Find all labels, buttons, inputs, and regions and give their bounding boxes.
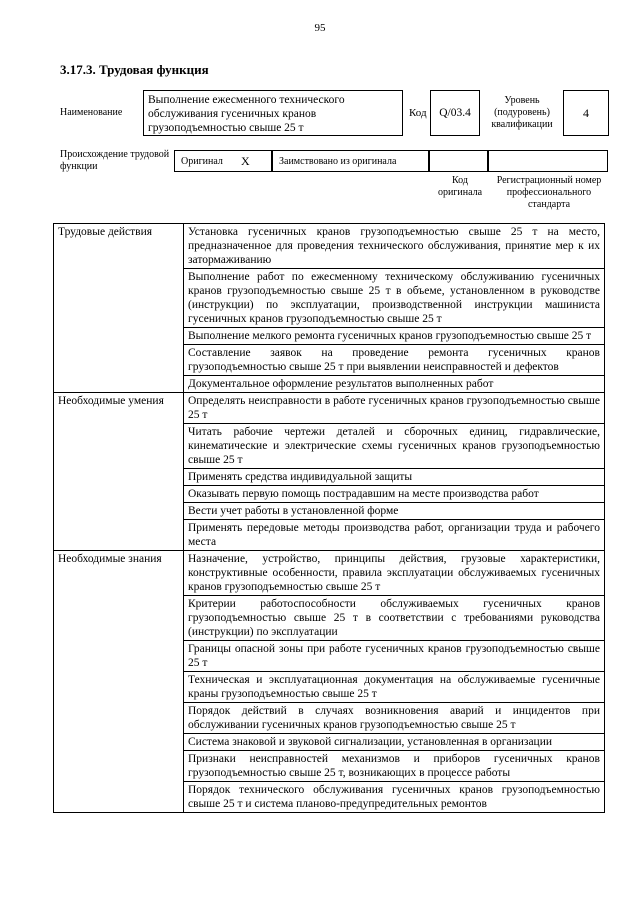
item-cell: Система знаковой и звуковой сигнализации, установленная в организации <box>184 734 605 751</box>
borrowed-cell <box>272 150 429 172</box>
original-label: Оригинал <box>181 155 223 167</box>
table-row <box>54 551 605 596</box>
original-cell <box>174 150 272 172</box>
section-title: 3.17.3. Трудовая функция <box>60 62 209 77</box>
origin-label: Происхождение трудовой функции <box>60 149 170 172</box>
item-cell: Читать рабочие чертежи деталей и сборочных единиц, гидравлические, кинематические и электрические схемы гусеничных кранов грузоподъемностью свыше 25 т <box>184 424 605 469</box>
item-cell: Документальное оформление результатов выполненных работ <box>184 376 605 393</box>
borrowed-label: Заимствовано из оригинала <box>279 155 397 167</box>
item-cell: Выполнение мелкого ремонта гусеничных кранов грузоподъемностью свыше 25 т <box>184 328 605 345</box>
name-label: Наименование <box>60 107 123 118</box>
registration-number-cell <box>488 150 608 172</box>
item-cell: Техническая и эксплуатационная документация на обслуживаемые гусеничные краны грузоподъемностью свыше 25 т <box>184 672 605 703</box>
registration-number-caption: Регистрационный номер профессионального стандарта <box>496 175 602 210</box>
item-cell: Выполнение работ по ежесменному техническому обслуживанию гусеничных кранов грузоподъемностью свыше 25 т в объеме, установленном в руководстве (инструкции) по эксплуатации, производственной инструкции машиниста гусеничных кранов грузоподъемностью свыше 25 т <box>184 269 605 328</box>
item-cell: Порядок технического обслуживания гусеничных кранов грузоподъемностью свыше 25 т и система планово-предупредительных ремонтов <box>184 782 605 813</box>
item-cell: Порядок действий в случаях возникновения аварий и инцидентов при обслуживании гусеничных кранов грузоподъемностью свыше 25 т <box>184 703 605 734</box>
item-cell: Оказывать первую помощь пострадавшим на месте производства работ <box>184 486 605 503</box>
item-cell: Применять средства индивидуальной защиты <box>184 469 605 486</box>
table-row <box>54 393 605 424</box>
item-cell: Границы опасной зоны при работе гусеничных кранов грузоподъемностью свыше 25 т <box>184 641 605 672</box>
item-cell: Критерии работоспособности обслуживаемых гусеничных кранов грузоподъемностью свыше 25 т в соответствии с требованиями руководства (инструкции) по эксплуатации <box>184 596 605 641</box>
category-cell: Необходимые знания <box>54 551 184 813</box>
function-name-value: Выполнение ежесменного технического обслуживания гусеничных кранов грузоподъемностью свыше 25 т <box>143 90 403 136</box>
code-value: Q/03.4 <box>430 90 480 136</box>
category-cell: Необходимые умения <box>54 393 184 551</box>
item-cell: Вести учет работы в установленной форме <box>184 503 605 520</box>
item-cell: Определять неисправности в работе гусеничных кранов грузоподъемностью свыше 25 т <box>184 393 605 424</box>
item-cell: Признаки неисправностей механизмов и приборов гусеничных кранов грузоподъемностью свыше 25 т, возникающих в процессе работы <box>184 751 605 782</box>
category-cell: Трудовые действия <box>54 224 184 393</box>
qualification-level-label: Уровень (подуровень) квалификации <box>491 95 553 130</box>
item-cell: Применять передовые методы производства работ, организации труда и рабочего места <box>184 520 605 551</box>
item-cell: Назначение, устройство, принципы действия, грузовые характеристики, конструктивные особенности, правила эксплуатации обслуживаемых гусеничных кранов грузоподъемностью свыше 25 т <box>184 551 605 596</box>
page-number: 95 <box>314 22 326 34</box>
code-original-caption: Код оригинала <box>437 175 483 198</box>
original-code-cell <box>429 150 488 172</box>
item-cell: Составление заявок на проведение ремонта гусеничных кранов грузоподъемностью свыше 25 т при выявлении неисправностей и дефектов <box>184 345 605 376</box>
qualification-level-value: 4 <box>563 90 609 136</box>
origin-row <box>174 150 608 172</box>
code-label: Код <box>409 107 427 119</box>
item-cell: Установка гусеничных кранов грузоподъемностью свыше 25 т на место, предназначенное для проведения технического обслуживания, принятие мер к их затормаживанию <box>184 224 605 269</box>
table-row <box>54 224 605 269</box>
labor-function-table <box>53 223 605 813</box>
original-mark: X <box>241 153 250 168</box>
